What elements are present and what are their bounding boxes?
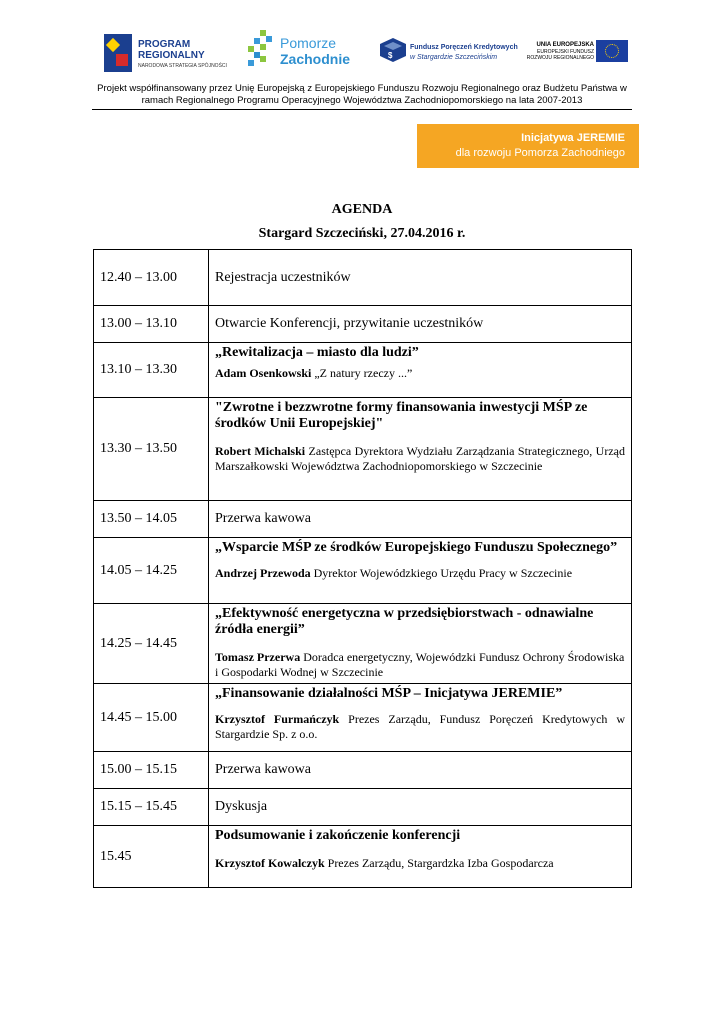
agenda-row — [94, 684, 632, 752]
agenda-item-text: Rejestracja uczestników — [209, 250, 632, 306]
agenda-item — [209, 826, 632, 888]
agenda-time: 15.45 — [94, 826, 209, 888]
pomorze-zachodnie-logo — [246, 24, 356, 80]
agenda-row — [94, 826, 632, 888]
agenda-item-title: „Rewitalizacja – miasto dla ludzi” — [215, 345, 419, 360]
agenda-time: 13.00 – 13.10 — [94, 306, 209, 343]
pomorze-mosaic-icon — [246, 30, 274, 70]
agenda-item-title: „Efektywność energetyczna w przedsiębiorstwach - odnawialne źródła energii” — [215, 606, 594, 637]
agenda-item — [209, 398, 632, 501]
speaker-name: Krzysztof Furmańczyk — [215, 712, 340, 726]
pomorze-logo-line2: Zachodnie — [280, 51, 351, 67]
speaker-description: „Z natury rzeczy ...” — [311, 366, 413, 380]
agenda-speaker — [215, 856, 625, 871]
fundusz-cube-icon — [380, 38, 406, 62]
speaker-description: Zastępca Dyrektora Wydziału Zarządzania Strategicznego, Urząd Marszałkowski Województwa Zachodniopomorskiego w Szczecinie — [215, 444, 625, 473]
agenda-item-text: Przerwa kawowa — [209, 501, 632, 538]
speaker-description: Prezes Zarządu, Stargardzka Izba Gospodarcza — [324, 856, 554, 870]
agenda-time: 13.10 – 13.30 — [94, 343, 209, 398]
eu-flag-icon — [596, 40, 628, 62]
unia-europejska-logo — [526, 24, 632, 80]
agenda-time: 14.25 – 14.45 — [94, 604, 209, 684]
ue-logo-line2: EUROPEJSKI FUNDUSZ — [537, 49, 594, 55]
agenda-row — [94, 343, 632, 398]
program-regionalny-logo — [104, 24, 227, 80]
agenda-row — [94, 538, 632, 604]
agenda-subtitle: Stargard Szczeciński, 27.04.2016 r. — [258, 226, 466, 241]
agenda-row — [94, 789, 632, 826]
svg-text:$: $ — [388, 51, 393, 60]
agenda-item-title: Podsumowanie i zakończenie konferencji — [215, 828, 461, 843]
program-logo-line3: NARODOWA STRATEGIA SPÓJNOŚCI — [138, 63, 227, 69]
agenda-item — [209, 538, 632, 604]
agenda-row — [94, 604, 632, 684]
speaker-name: Robert Michalski — [215, 444, 306, 458]
agenda-item — [209, 343, 632, 398]
logo-bar — [0, 24, 724, 80]
agenda-time: 14.05 – 14.25 — [94, 538, 209, 604]
agenda-speaker — [215, 650, 625, 680]
jeremie-banner-line2: dla rozwoju Pomorza Zachodniego — [455, 147, 625, 159]
fundusz-poreczen-logo — [380, 24, 518, 80]
fundusz-logo-line1: Fundusz Poręczeń Kredytowych — [410, 44, 518, 51]
program-logo-line2: REGIONALNY — [138, 50, 205, 61]
speaker-description: Prezes Zarządu, Fundusz Poręczeń Kredytowych w Stargardzie Sp. z o.o. — [215, 712, 626, 741]
speaker-description: Doradca energetyczny, Wojewódzki Fundusz Ochrony Środowiska i Gospodarki Wodnej w Szczecinie — [215, 650, 625, 679]
jeremie-banner-line1: Inicjatywa JEREMIE — [521, 132, 625, 144]
agenda-row — [94, 752, 632, 789]
jeremie-banner — [417, 124, 639, 168]
agenda-item — [209, 604, 632, 684]
agenda-item-title: "Zwrotne i bezzwrotne formy finansowania inwestycji MŚP ze środków Unii Europejskiej" — [215, 400, 588, 431]
agenda-speaker — [215, 444, 625, 474]
speaker-name: Adam Osenkowski — [215, 366, 312, 380]
program-flag-icon — [104, 34, 132, 72]
project-note-line2: ramach Regionalnego Programu Operacyjnego Województwa Zachodniopomorskiego na lata 2007-2013 — [141, 95, 583, 106]
agenda-speaker — [215, 566, 625, 581]
agenda-time: 12.40 – 13.00 — [94, 250, 209, 306]
project-note-line1: Projekt współfinansowany przez Unię Europejską z Europejskiego Funduszu Rozwoju Regionalnego oraz Budżetu Państwa w — [97, 83, 627, 94]
fundusz-logo-line2: w Stargardzie Szczecińskim — [410, 54, 498, 61]
agenda-item-text: Przerwa kawowa — [209, 752, 632, 789]
project-funding-note — [92, 83, 632, 107]
program-logo-line1: PROGRAM — [138, 39, 191, 50]
agenda-row — [94, 501, 632, 538]
ue-logo-line1: UNIA EUROPEJSKA — [536, 42, 594, 48]
agenda-table — [93, 249, 632, 888]
agenda-item-title: „Finansowanie działalności MŚP – Inicjatywa JEREMIE” — [215, 686, 563, 701]
agenda-speaker — [215, 366, 625, 381]
agenda-item — [209, 684, 632, 752]
agenda-item-text: Dyskusja — [209, 789, 632, 826]
speaker-description: Dyrektor Wojewódzkiego Urzędu Pracy w Szczecinie — [310, 566, 573, 580]
agenda-row — [94, 250, 632, 306]
ue-logo-line3: ROZWOJU REGIONALNEGO — [526, 55, 594, 61]
agenda-title: AGENDA — [331, 202, 393, 217]
agenda-time: 13.30 – 13.50 — [94, 398, 209, 501]
agenda-speaker — [215, 712, 625, 742]
speaker-name: Tomasz Przerwa — [215, 650, 301, 664]
agenda-row — [94, 306, 632, 343]
speaker-name: Krzysztof Kowalczyk — [215, 856, 325, 870]
agenda-time: 15.15 – 15.45 — [94, 789, 209, 826]
speaker-name: Andrzej Przewoda — [215, 566, 311, 580]
header-divider — [92, 109, 632, 110]
agenda-time: 14.45 – 15.00 — [94, 684, 209, 752]
agenda-row — [94, 398, 632, 501]
agenda-item-title: „Wsparcie MŚP ze środków Europejskiego Funduszu Społecznego” — [215, 540, 618, 555]
agenda-time: 13.50 – 14.05 — [94, 501, 209, 538]
agenda-item-text: Otwarcie Konferencji, przywitanie uczestników — [209, 306, 632, 343]
agenda-time: 15.00 – 15.15 — [94, 752, 209, 789]
pomorze-logo-line1: Pomorze — [280, 35, 337, 51]
